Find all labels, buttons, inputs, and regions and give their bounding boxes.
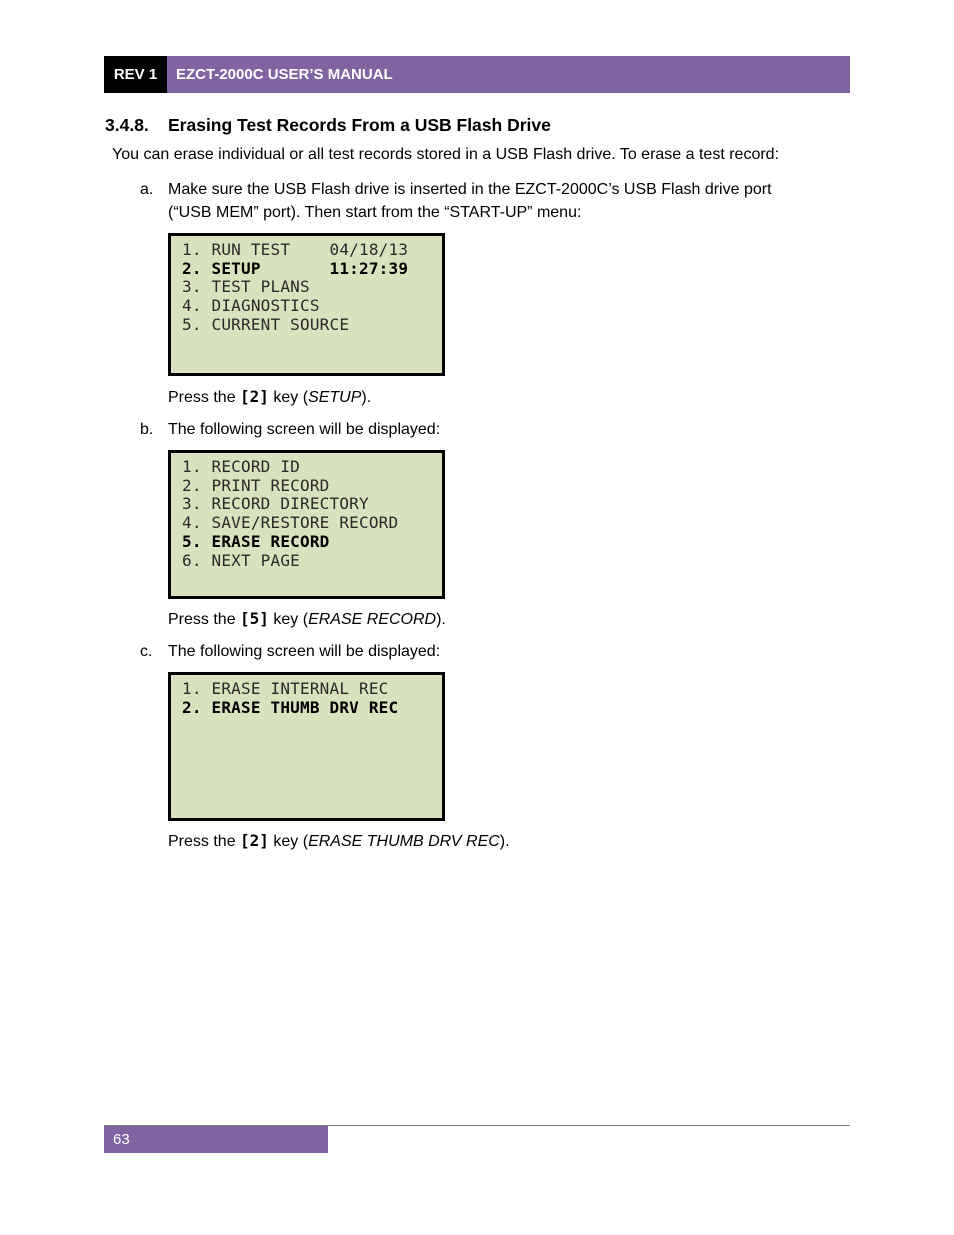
lcd-line: 5. CURRENT SOURCE [182,314,350,334]
lcd-line: 3. TEST PLANS [182,277,310,297]
lcd-line: 1. ERASE INTERNAL REC [182,679,389,698]
lcd-screen-erase-menu [168,672,445,821]
step-text [168,418,808,441]
step-text-line: Make sure the USB Flash drive is inserted in the EZCT-2000C’s USB Flash drive port [168,181,772,198]
press-text: ). [499,833,510,850]
menu-option-name: SETUP [308,389,362,406]
press-text: Press the [168,389,241,406]
section-heading [105,115,551,136]
step-marker: a. [140,181,154,198]
page-header [104,56,850,93]
press-text: Press the [168,833,241,850]
step-text [168,640,808,663]
press-text: key ( [268,611,309,628]
press-text: key ( [268,833,309,850]
lcd-screen-startup-menu [168,233,445,376]
lcd-line-highlighted: 2. ERASE THUMB DRV REC [182,697,399,717]
lcd-line: 6. NEXT PAGE [182,550,300,570]
lcd-line-highlighted: 2. SETUP 11:27:39 [182,258,409,278]
lcd-line: 1. RUN TEST 04/18/13 [182,240,409,259]
press-instruction [168,387,371,407]
step-marker: c. [140,643,153,660]
menu-option-name: ERASE RECORD [308,611,437,628]
lcd-line-highlighted: 5. ERASE RECORD [182,531,330,551]
press-text: ). [361,389,372,406]
key-label: [2] [240,387,269,406]
step-text [168,178,808,224]
revision-label: REV 1 [104,56,167,93]
lcd-line: 4. SAVE/RESTORE RECORD [182,513,399,533]
press-text: Press the [168,611,241,628]
section-number: 3.4.8. [105,115,149,135]
intro-paragraph: You can erase individual or all test records stored in a USB Flash drive. To erase a test record: [112,146,780,163]
lcd-line: 3. RECORD DIRECTORY [182,494,369,514]
lcd-screen-setup-menu [168,450,445,599]
manual-title: EZCT-2000C USER’S MANUAL [167,56,850,93]
key-label: [2] [240,831,269,850]
press-text: key ( [268,389,309,406]
press-instruction [168,831,510,851]
page-number: 63 [104,1126,328,1153]
lcd-line: 4. DIAGNOSTICS [182,296,320,316]
lcd-line: 1. RECORD ID [182,457,300,476]
menu-option-name: ERASE THUMB DRV REC [308,833,500,850]
section-title: Erasing Test Records From a USB Flash Drive [168,115,551,135]
press-text: ). [436,611,446,628]
lcd-line: 2. PRINT RECORD [182,475,330,495]
step-text-line: (“USB MEM” port). Then start from the “START-UP” menu: [168,204,582,221]
key-label: [5] [240,609,269,628]
press-instruction [168,609,446,629]
step-text-line: The following screen will be displayed: [168,421,441,438]
step-text-line: The following screen will be displayed: [168,643,441,660]
step-marker: b. [140,421,154,438]
